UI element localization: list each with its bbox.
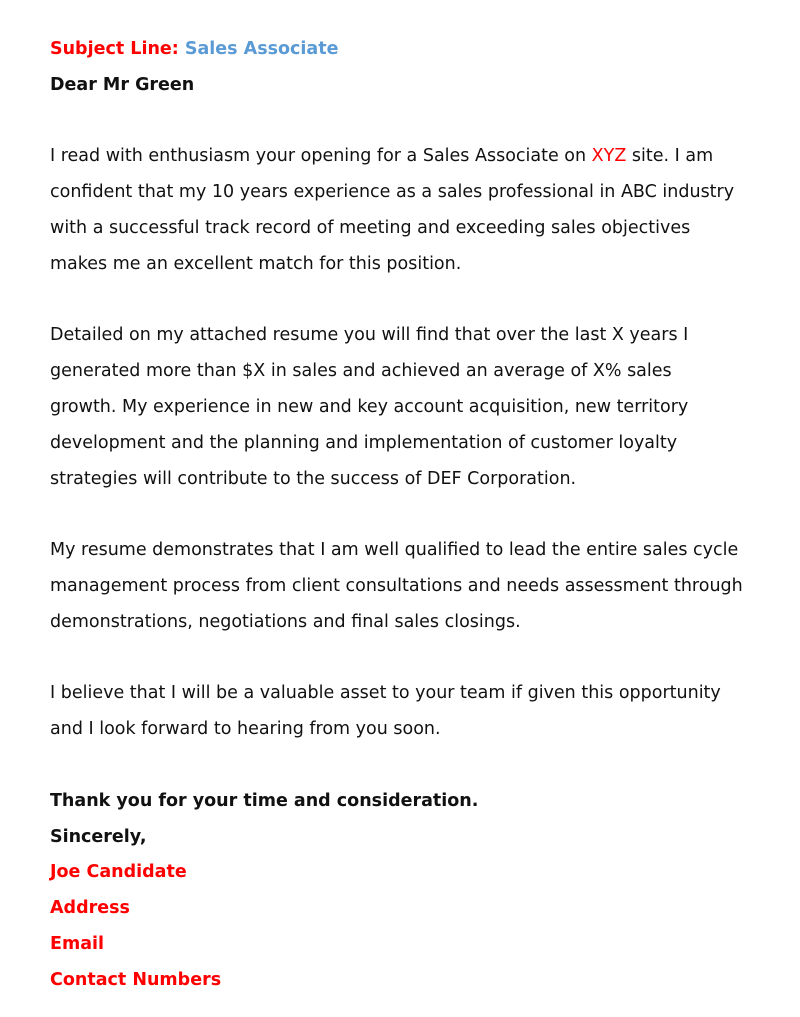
text-line: My resume demonstrates that I am well qualified to lead the entire sales cycle bbox=[50, 540, 739, 561]
text-line: generated more than $X in sales and achieved an average of X% sales bbox=[50, 361, 672, 382]
paragraph-4 bbox=[50, 676, 770, 748]
sender-email: Email bbox=[50, 933, 104, 954]
paragraph-1 bbox=[50, 139, 770, 282]
closing bbox=[50, 784, 770, 999]
sender-contact: Contact Numbers bbox=[50, 969, 222, 990]
cover-letter bbox=[50, 32, 770, 999]
text-line: strategies will contribute to the success of DEF Corporation. bbox=[50, 468, 577, 489]
greeting: Dear Mr Green bbox=[50, 74, 195, 95]
subject-line bbox=[50, 32, 770, 68]
text-line: makes me an excellent match for this position. bbox=[50, 253, 462, 274]
paragraph-2 bbox=[50, 318, 770, 497]
subject-value: Sales Associate bbox=[184, 39, 339, 59]
text-line: confident that my 10 years experience as a sales professional in ABC industry bbox=[50, 182, 735, 203]
text-line: with a successful track record of meeting and exceeding sales objectives bbox=[50, 217, 691, 238]
signoff: Sincerely, bbox=[50, 826, 147, 847]
paragraph-3 bbox=[50, 533, 770, 640]
sender-address: Address bbox=[50, 898, 130, 919]
text-line: and I look forward to hearing from you soon. bbox=[50, 719, 441, 740]
thanks-line: Thank you for your time and consideration. bbox=[50, 790, 479, 811]
text-line: growth. My experience in new and key account acquisition, new territory bbox=[50, 396, 689, 417]
text-line: management process from client consultations and needs assessment through bbox=[50, 575, 743, 596]
text-line: I believe that I will be a valuable asset to your team if given this opportunity bbox=[50, 683, 721, 704]
company-placeholder: XYZ bbox=[591, 146, 627, 167]
text-line: development and the planning and implementation of customer loyalty bbox=[50, 432, 678, 453]
text: I read with enthusiasm your opening for a Sales Associate on bbox=[50, 146, 592, 167]
sender-name: Joe Candidate bbox=[50, 862, 187, 883]
text: site. I am bbox=[626, 146, 714, 167]
subject-label: Subject Line: bbox=[50, 39, 179, 59]
text-line: Detailed on my attached resume you will find that over the last X years I bbox=[50, 325, 689, 346]
text-line: demonstrations, negotiations and final sales closings. bbox=[50, 611, 521, 632]
